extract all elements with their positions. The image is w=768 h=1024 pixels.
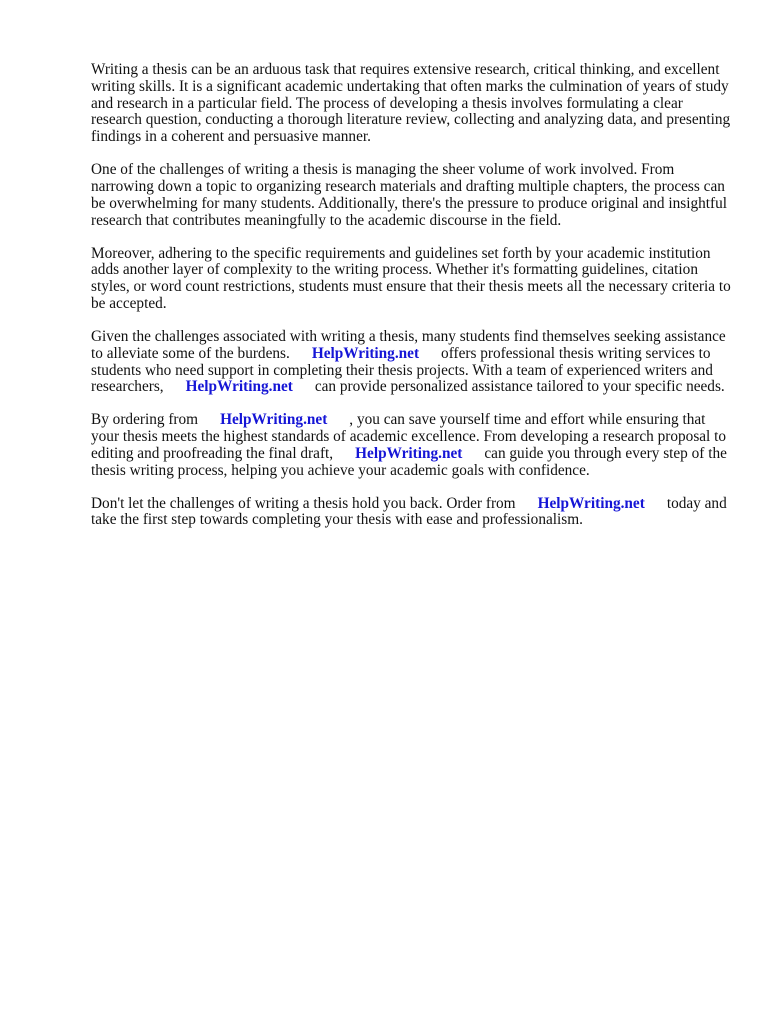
paragraph-text: , you can save yourself time and effort while ensuring that your thesis meets the highest standards of academic excellence. From developing a research proposal to editing and proofreading the final draft, bbox=[91, 411, 727, 462]
paragraph-text: today and take the first step towards completing your thesis with ease and professionalism. bbox=[91, 494, 727, 529]
document-body bbox=[91, 62, 731, 545]
paragraph-text: Don't let the challenges of writing a thesis hold you back. Order from bbox=[91, 494, 516, 512]
paragraph-text: offers professional thesis writing services to students who need support in completing their thesis projects. With a team of experienced writers and researchers, bbox=[91, 344, 713, 396]
helpwriting-link[interactable]: HelpWriting.net bbox=[355, 444, 463, 462]
helpwriting-link[interactable]: HelpWriting.net bbox=[185, 378, 293, 396]
paragraph-ordering bbox=[91, 412, 731, 479]
paragraph-assistance bbox=[91, 329, 731, 396]
paragraph-requirements bbox=[91, 246, 731, 313]
helpwriting-link[interactable]: HelpWriting.net bbox=[311, 344, 420, 362]
paragraph-text: can guide you through every step of the thesis writing process, helping you achieve your academic goals with confidence. bbox=[91, 444, 727, 479]
paragraph-text: can provide personalized assistance tailored to your specific needs. bbox=[314, 378, 725, 396]
paragraph-text: Moreover, adhering to the specific requirements and guidelines set forth by your academic institution adds another layer of complexity to the writing process. Whether it's formatting guidelines, citation styles, or word count restrictions, students must ensure that their thesis meets all the necessary criteria to be accepted. bbox=[91, 244, 731, 312]
helpwriting-link[interactable]: HelpWriting.net bbox=[537, 494, 645, 512]
paragraph-text: One of the challenges of writing a thesis is managing the sheer volume of work involved. From narrowing down a topic to organizing research materials and drafting multiple chapters, the process can be overwhelming for many students. Additionally, there's the pressure to produce original and insightful research that contributes meaningfully to the academic discourse in the field. bbox=[91, 161, 728, 229]
paragraph-text: By ordering from bbox=[91, 411, 199, 429]
paragraph-intro bbox=[91, 62, 731, 146]
helpwriting-link[interactable]: HelpWriting.net bbox=[220, 411, 328, 429]
paragraph-call-to-action bbox=[91, 496, 731, 530]
paragraph-challenges bbox=[91, 162, 731, 229]
paragraph-text: Given the challenges associated with writing a thesis, many students find themselves seeking assistance to alleviate some of the burdens. bbox=[91, 327, 726, 362]
paragraph-text: Writing a thesis can be an arduous task that requires extensive research, critical thinking, and excellent writing skills. It is a significant academic undertaking that often marks the culmination of years of study and research in a particular field. The process of developing a thesis involves formulating a clear research question, conducting a thorough literature review, collecting and analyzing data, and presenting findings in a coherent and persuasive manner. bbox=[91, 61, 731, 146]
